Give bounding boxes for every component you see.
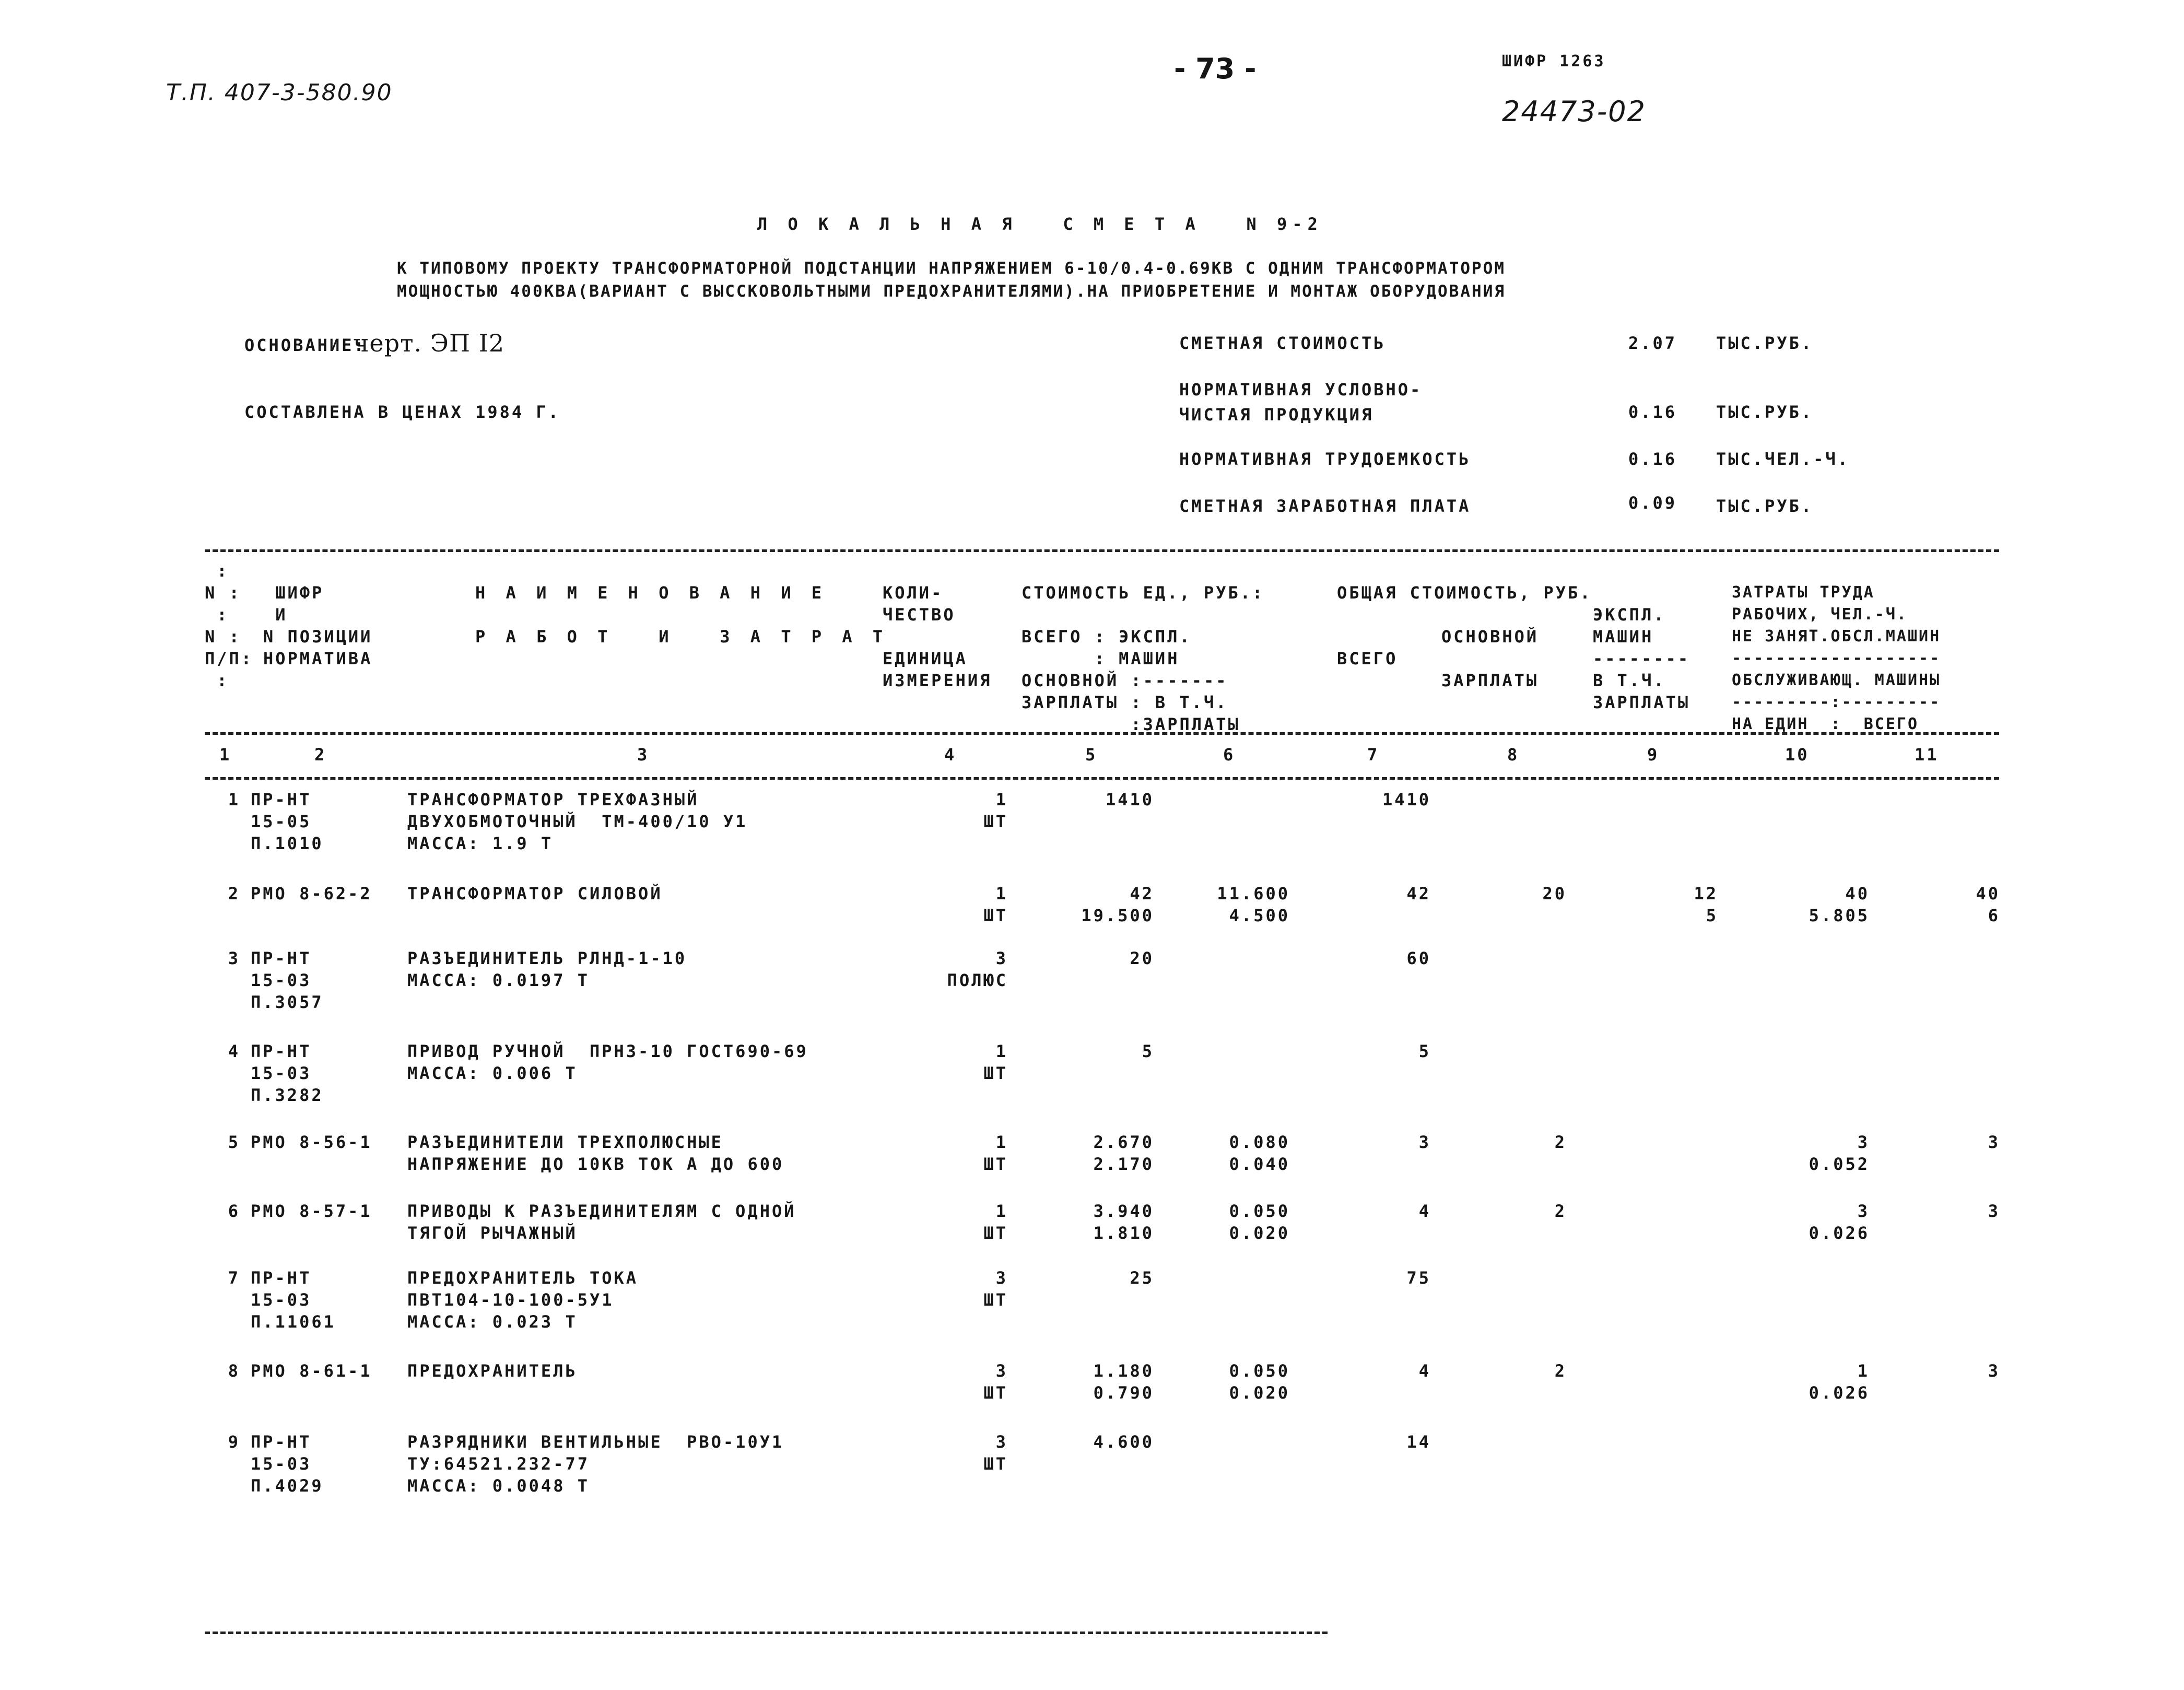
- row-code: ПР-НТ 15-05 П.1010: [251, 790, 324, 853]
- estimate-title: Л О К А Л Ь Н А Я С М Е Т А N 9-2: [757, 214, 1323, 234]
- column-number-4: 4: [944, 745, 957, 765]
- summary-value-net-product: 0.16: [1628, 402, 1677, 422]
- row-qty: 1 ШТ: [983, 790, 1008, 831]
- column-number-6: 6: [1223, 745, 1236, 765]
- row-labor-unit: 3 0.026: [1809, 1201, 1870, 1243]
- column-number-11: 11: [1915, 745, 1939, 765]
- row-qty: 1 ШТ: [983, 884, 1008, 925]
- row-total: 5: [1418, 1041, 1431, 1061]
- row-total: 14: [1406, 1432, 1431, 1452]
- row-total: 42: [1406, 884, 1431, 903]
- column-number-9: 9: [1647, 745, 1660, 765]
- row-total: 75: [1406, 1268, 1431, 1288]
- row-name: ТРАНСФОРМАТОР СИЛОВОЙ: [407, 884, 663, 903]
- row-unit-cost: 25: [1130, 1268, 1154, 1288]
- row-labor-unit: 1 0.026: [1809, 1361, 1870, 1403]
- row-machine-cost: 0.050 0.020: [1229, 1201, 1290, 1243]
- row-unit-cost: 4.600: [1093, 1432, 1154, 1452]
- row-qty: 1 ШТ: [983, 1041, 1008, 1083]
- row-code: РМО 8-62-2: [251, 884, 372, 903]
- summary-value-cost: 2.07: [1628, 333, 1677, 353]
- row-labor-total: 3: [1988, 1132, 2000, 1152]
- row-number: 1: [228, 790, 240, 809]
- summary-label-labor: НОРМАТИВНАЯ ТРУДОЕМКОСТЬ: [1179, 449, 1471, 469]
- row-labor-unit: 40 5.805: [1809, 884, 1870, 925]
- row-total: 1410: [1382, 790, 1431, 809]
- row-labor-total: 3: [1988, 1361, 2000, 1381]
- row-number: 8: [228, 1361, 240, 1381]
- row-machine-cost: 0.050 0.020: [1229, 1361, 1290, 1403]
- summary-unit-labor: ТЫС.ЧЕЛ.-Ч.: [1716, 449, 1850, 469]
- row-wages: 20: [1542, 884, 1567, 903]
- row-name: ТРАНСФОРМАТОР ТРЕХФАЗНЫЙ ДВУХОБМОТОЧНЫЙ ТМ-400/10 У1 МАССА: 1.9 Т: [407, 790, 748, 853]
- basis-value: черт. ЭП I2: [353, 329, 505, 357]
- doc-code: Т.П. 407-3-580.90: [166, 79, 393, 106]
- row-name: РАЗЪЕДИНИТЕЛИ ТРЕХПОЛЮСНЫЕ НАПРЯЖЕНИЕ ДО 10КВ ТОК А ДО 600: [407, 1132, 784, 1174]
- summary-unit-net-product: ТЫС.РУБ.: [1716, 402, 1814, 422]
- row-code: ПР-НТ 15-03 П.11061: [251, 1268, 336, 1332]
- basis-label: ОСНОВАНИЕ:: [244, 335, 366, 355]
- doc-number: 24473-02: [1502, 95, 1646, 128]
- summary-label-wages: СМЕТНАЯ ЗАРАБОТНАЯ ПЛАТА: [1179, 496, 1471, 516]
- row-total: 3: [1418, 1132, 1431, 1152]
- row-unit-cost: 5: [1142, 1041, 1154, 1061]
- row-labor-total: 3: [1988, 1201, 2000, 1221]
- row-name: РАЗЪЕДИНИТЕЛЬ РЛНД-1-10 МАССА: 0.0197 Т: [407, 948, 687, 990]
- row-name: ПРИВОД РУЧНОЙ ПРН3-10 ГОСТ690-69 МАССА: 0.006 Т: [407, 1041, 808, 1083]
- row-total: 60: [1406, 948, 1431, 968]
- estimate-subtitle-1: К ТИПОВОМУ ПРОЕКТУ ТРАНСФОРМАТОРНОЙ ПОДСТАНЦИИ НАПРЯЖЕНИЕМ 6-10/0.4-0.69КВ С ОДНИМ ТРАНСФОРМАТОРОМ: [397, 259, 1506, 278]
- row-number: 5: [228, 1132, 240, 1152]
- column-number-3: 3: [637, 745, 650, 765]
- row-number: 3: [228, 948, 240, 968]
- row-name: РАЗРЯДНИКИ ВЕНТИЛЬНЫЕ РВО-10У1 ТУ:64521.232-77 МАССА: 0.0048 Т: [407, 1432, 784, 1496]
- row-labor-total: 40 6: [1976, 884, 2000, 925]
- header-col-machines: ЭКСПЛ. МАШИН -------- В Т.Ч. ЗАРПЛАТЫ: [1593, 605, 1690, 712]
- row-number: 4: [228, 1041, 240, 1061]
- estimate-subtitle-2: МОЩНОСТЬЮ 400КВА(ВАРИАНТ С ВЫССКОВОЛЬТНЫМИ ПРЕДОХРАНИТЕЛЯМИ).НА ПРИОБРЕТЕНИЕ И МОНТАЖ ОБОРУДОВАНИЯ: [397, 282, 1506, 301]
- column-number-5: 5: [1085, 745, 1098, 765]
- row-machines-total: 12 5: [1694, 884, 1718, 925]
- header-col-name: Н А И М Е Н О В А Н И Е Р А Б О Т И З А Т Р А Т: [475, 583, 888, 647]
- row-code: РМО 8-57-1: [251, 1201, 372, 1221]
- column-number-1: 1: [219, 745, 232, 765]
- row-qty: 3 ПОЛЮС: [947, 948, 1008, 990]
- summary-unit-wages: ТЫС.РУБ.: [1716, 496, 1814, 516]
- header-col-code: ШИФР И N ПОЗИЦИИ НОРМАТИВА: [263, 583, 373, 668]
- row-machine-cost: 11.600 4.500: [1217, 884, 1290, 925]
- row-code: РМО 8-56-1: [251, 1132, 372, 1152]
- page-number: - 73 -: [1174, 52, 1257, 85]
- row-name: ПРЕДОХРАНИТЕЛЬ: [407, 1361, 578, 1381]
- row-unit-cost: 1.180 0.790: [1093, 1361, 1154, 1403]
- summary-value-wages: 0.09: [1628, 493, 1677, 513]
- row-number: 9: [228, 1432, 240, 1452]
- row-number: 6: [228, 1201, 240, 1221]
- row-unit-cost: 42 19.500: [1081, 884, 1154, 925]
- row-total: 4: [1418, 1201, 1431, 1221]
- row-code: ПР-НТ 15-03 П.3057: [251, 948, 324, 1012]
- header-col-labor: ЗАТРАТЫ ТРУДА РАБОЧИХ, ЧЕЛ.-Ч. НЕ ЗАНЯТ.ОБСЛ.МАШИН ------------------- ОБСЛУЖИВАЮЩ. МАШИНЫ ---------:--------- НА ЕДИН : ВСЕГО: [1732, 583, 1941, 733]
- table-bottom-rule: [205, 1632, 1328, 1634]
- table-top-rule: [205, 549, 1999, 552]
- header-col-total: ОБЩАЯ СТОИМОСТЬ, РУБ. ВСЕГО: [1337, 583, 1592, 668]
- row-code: ПР-НТ 15-03 П.4029: [251, 1432, 324, 1496]
- row-number: 2: [228, 884, 240, 903]
- row-qty: 1 ШТ: [983, 1132, 1008, 1174]
- summary-label-net-product: НОРМАТИВНАЯ УСЛОВНО- ЧИСТАЯ ПРОДУКЦИЯ: [1179, 380, 1423, 425]
- row-number: 7: [228, 1268, 240, 1288]
- header-col-wages: ОСНОВНОЙ ЗАРПЛАТЫ: [1441, 627, 1539, 690]
- row-machine-cost: 0.080 0.040: [1229, 1132, 1290, 1174]
- row-unit-cost: 3.940 1.810: [1093, 1201, 1154, 1243]
- header-bottom-rule: [205, 732, 1999, 735]
- row-qty: 3 ШТ: [983, 1432, 1008, 1474]
- header-col-number: : N : : N : П/П: :: [205, 561, 254, 690]
- column-numbers-rule: [205, 777, 1999, 780]
- row-wages: 2: [1554, 1201, 1567, 1221]
- column-number-10: 10: [1785, 745, 1810, 765]
- row-unit-cost: 20: [1130, 948, 1154, 968]
- prices-note: СОСТАВЛЕНА В ЦЕНАХ 1984 Г.: [244, 402, 560, 422]
- header-col-unit-cost: СТОИМОСТЬ ЕД., РУБ.: ВСЕГО : ЭКСПЛ. : МАШИН ОСНОВНОЙ :------- ЗАРПЛАТЫ : В Т.Ч. :ЗАРПЛАТЫ: [1021, 583, 1265, 734]
- row-qty: 3 ШТ: [983, 1268, 1008, 1310]
- row-total: 4: [1418, 1361, 1431, 1381]
- row-qty: 3 ШТ: [983, 1361, 1008, 1403]
- row-wages: 2: [1554, 1361, 1567, 1381]
- cipher-label: ШИФР 1263: [1502, 52, 1606, 71]
- column-number-2: 2: [314, 745, 327, 765]
- row-unit-cost: 2.670 2.170: [1093, 1132, 1154, 1174]
- row-qty: 1 ШТ: [983, 1201, 1008, 1243]
- summary-label-cost: СМЕТНАЯ СТОИМОСТЬ: [1179, 333, 1386, 353]
- summary-unit-cost: ТЫС.РУБ.: [1716, 333, 1814, 353]
- row-wages: 2: [1554, 1132, 1567, 1152]
- summary-value-labor: 0.16: [1628, 449, 1677, 469]
- row-labor-unit: 3 0.052: [1809, 1132, 1870, 1174]
- row-code: РМО 8-61-1: [251, 1361, 372, 1381]
- header-col-qty: КОЛИ- ЧЕСТВО ЕДИНИЦА ИЗМЕРЕНИЯ: [883, 583, 992, 690]
- row-unit-cost: 1410: [1105, 790, 1154, 809]
- column-number-7: 7: [1367, 745, 1380, 765]
- column-number-8: 8: [1507, 745, 1520, 765]
- row-name: ПРЕДОХРАНИТЕЛЬ ТОКА ПВТ104-10-100-5У1 МАССА: 0.023 Т: [407, 1268, 639, 1332]
- row-code: ПР-НТ 15-03 П.3282: [251, 1041, 324, 1105]
- row-name: ПРИВОДЫ К РАЗЪЕДИНИТЕЛЯМ С ОДНОЙ ТЯГОЙ РЫЧАЖНЫЙ: [407, 1201, 796, 1243]
